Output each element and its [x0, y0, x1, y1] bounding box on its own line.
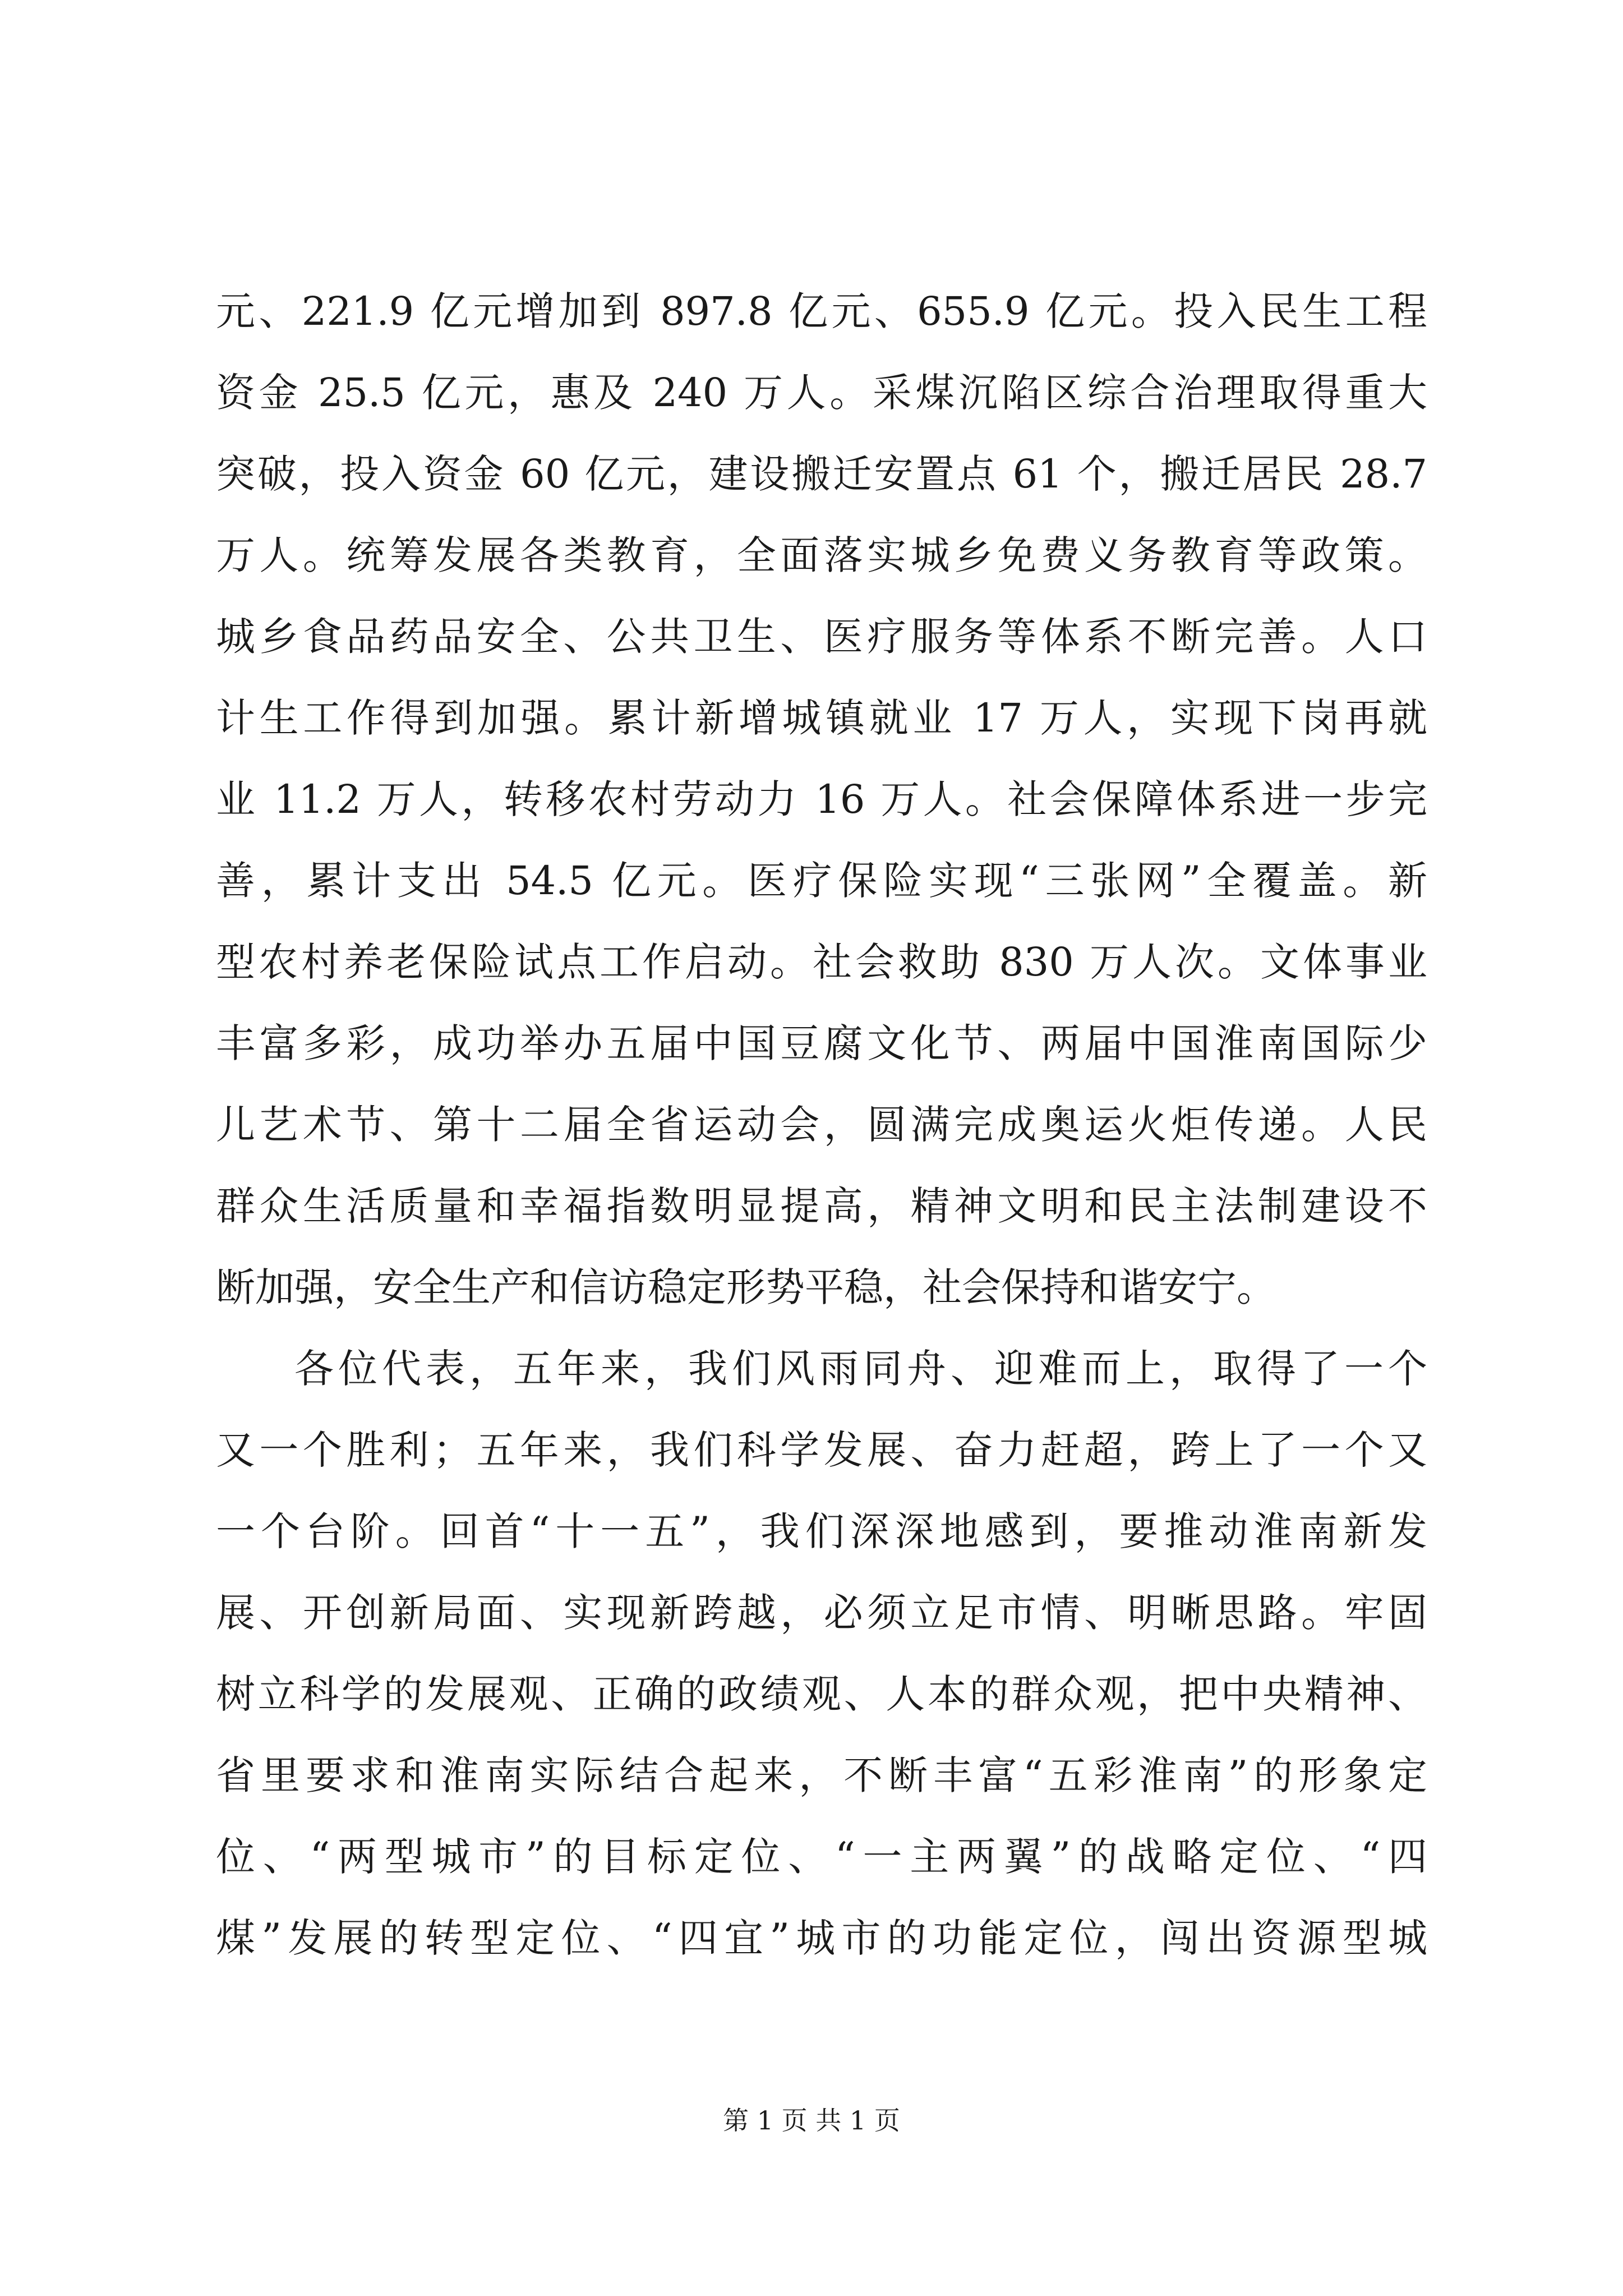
text-line: 业 11.2 万人，转移农村劳动力 16 万人。社会保障体系进一步完 — [216, 776, 1427, 822]
text-line: 展、开创新局面、实现新跨越，必须立足市情、明晰思路。牢固 — [216, 1590, 1427, 1636]
text-line: 各位代表，五年来，我们风雨同舟、迎难而上，取得了一个 — [294, 1346, 1427, 1392]
text-line: 型农村养老保险试点工作启动。社会救助 830 万人次。文体事业 — [216, 939, 1427, 985]
body-text — [216, 288, 1427, 2000]
text-line: 位、“两型城市”的目标定位、“一主两翼”的战略定位、“四 — [216, 1834, 1427, 1880]
text-line: 煤”发展的转型定位、“四宜”城市的功能定位，闯出资源型城 — [216, 1915, 1427, 1961]
text-line: 又一个胜利；五年来，我们科学发展、奋力赶超，跨上了一个又 — [216, 1427, 1427, 1473]
text-line: 城乡食品药品安全、公共卫生、医疗服务等体系不断完善。人口 — [216, 614, 1427, 660]
text-line: 群众生活质量和幸福指数明显提高，精神文明和民主法制建设不 — [216, 1183, 1427, 1229]
text-line: 善，累计支出 54.5 亿元。医疗保险实现“三张网”全覆盖。新 — [216, 858, 1427, 904]
text-line: 树立科学的发展观、正确的政绩观、人本的群众观，把中央精神、 — [216, 1671, 1427, 1717]
page-number-label: 第 1 页 共 1 页 — [723, 2105, 900, 2136]
text-line: 突破，投入资金 60 亿元，建设搬迁安置点 61 个，搬迁居民 28.7 — [216, 451, 1427, 497]
text-line: 万人。统筹发展各类教育，全面落实城乡免费义务教育等政策。 — [216, 532, 1427, 578]
page-footer — [0, 2104, 1623, 2137]
text-line: 元、221.9 亿元增加到 897.8 亿元、655.9 亿元。投入民生工程 — [216, 288, 1427, 334]
text-line: 资金 25.5 亿元，惠及 240 万人。采煤沉陷区综合治理取得重大 — [216, 370, 1427, 416]
text-line: 一个台阶。回首“十一五”，我们深深地感到，要推动淮南新发 — [216, 1508, 1427, 1554]
text-line: 计生工作得到加强。累计新增城镇就业 17 万人，实现下岗再就 — [216, 695, 1427, 741]
text-line: 丰富多彩，成功举办五届中国豆腐文化节、两届中国淮南国际少 — [216, 1020, 1427, 1066]
text-line: 儿艺术节、第十二届全省运动会，圆满完成奥运火炬传递。人民 — [216, 1102, 1427, 1148]
text-line: 断加强，安全生产和信访稳定形势平稳，社会保持和谐安宁。 — [216, 1264, 1276, 1310]
text-line: 省里要求和淮南实际结合起来，不断丰富“五彩淮南”的形象定 — [216, 1752, 1427, 1798]
